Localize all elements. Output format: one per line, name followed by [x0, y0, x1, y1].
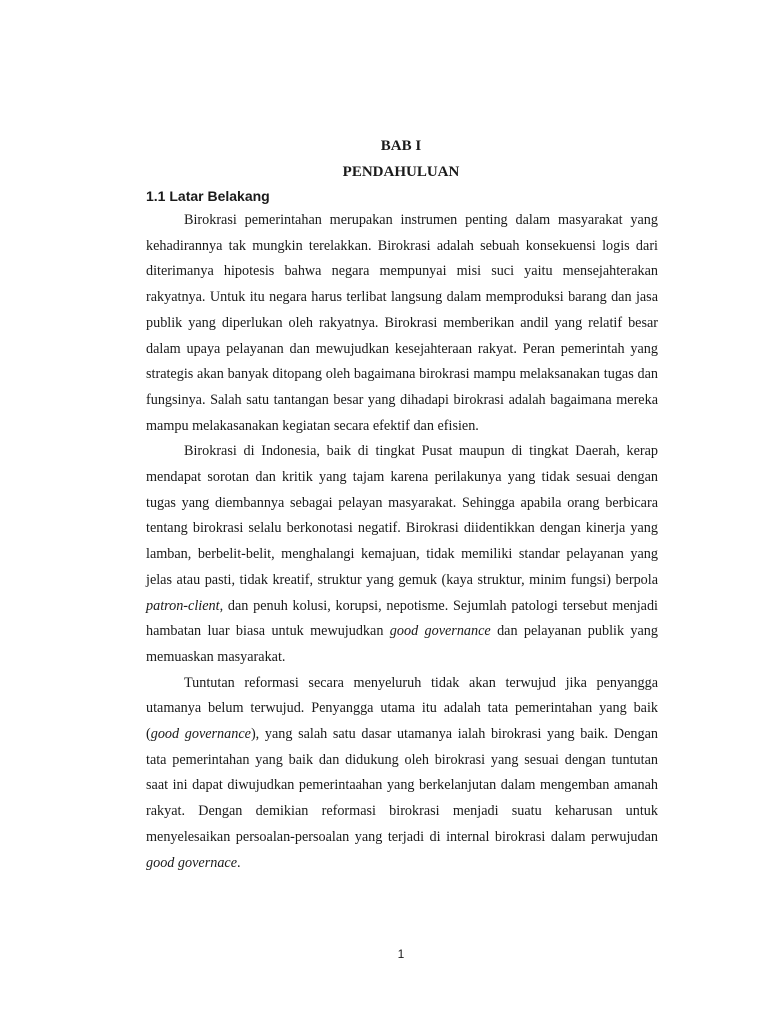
paragraph-text: Birokrasi di Indonesia, baik di tingkat Pusat maupun di tingkat Daerah, kerap mendapat sorotan dan kritik yang tajam karena perilakunya yang tidak sesuai dengan tugas yang diembannya sebagai pelayan masyarakat. Sehingga apabila orang berbicara tentang birokrasi selalu berkonotasi negatif. Birokrasi diidentikkan dengan kinerja yang lamban, berbelit-belit, menghalangi kemajuan, tidak memiliki standar pelayanan yang jelas atau pasti, tidak kreatif, struktur yang gemuk (kaya struktur, minim fungsi) berpola: [146, 443, 658, 588]
body-text: [146, 208, 658, 876]
italic-term: good governace: [146, 854, 238, 871]
chapter-title: PENDAHULUAN: [342, 164, 460, 180]
italic-term: good governance: [389, 623, 491, 640]
paragraph-text: dan pelayanan publik yang memuaskan masyarakat.: [146, 623, 658, 665]
paragraph-text: , dan penuh kolusi, korupsi, nepotisme. Sejumlah patologi tersebut menjadi hambatan luar biasa untuk mewujudkan: [146, 597, 658, 640]
paragraph: [146, 671, 658, 877]
paragraph-text: Birokrasi pemerintahan merupakan instrumen penting dalam masyarakat yang kehadirannya tak mungkin terelakkan. Birokrasi adalah sebuah konsekuensi logis dari diterimanya hipotesis bahwa negara mempunyai misi suci yaitu mensejahterakan rakyatnya. Untuk itu negara harus terlibat langsung dalam memproduksi barang dan jasa publik yang diperlukan oleh rakyatnya. Birokrasi memberikan andil yang relatif besar dalam upaya pelayanan dan mewujudkan kesejahteraan rakyat. Peran pemerintah yang strategis akan banyak ditopang oleh bagaimana birokrasi mampu melaksanakan tugas dan fungsinya. Salah satu tantangan besar yang dihadapi birokrasi adalah bagaimana mereka mampu melakasanakan kegiatan secara efektif dan efisien.: [146, 212, 658, 434]
paragraph: [146, 208, 658, 439]
italic-term: good governance: [150, 726, 251, 743]
paragraph-text: ), yang salah satu dasar utamanya ialah birokrasi yang baik. Dengan tata pemerintahan yang baik dan didukung oleh birokrasi yang sesuai dengan tuntutan saat ini dapat diwujudkan pemerintaahan yang berkelanjutan dalam mengemban amanah rakyat. Dengan demikian reformasi birokrasi menjadi suatu keharusan untuk menyelesaikan persoalan-persoalan yang terjadi di internal birokrasi dalam perwujudan: [146, 726, 658, 845]
italic-term: patron-client: [146, 597, 220, 614]
paragraph-text: .: [237, 854, 241, 871]
page-number: 1: [397, 947, 405, 961]
section-heading: 1.1 Latar Belakang: [146, 188, 270, 204]
paragraph: [146, 439, 658, 670]
chapter-heading: BAB I: [380, 138, 422, 154]
paragraph-text: Tuntutan reformasi secara menyeluruh tidak akan terwujud jika penyangga utamanya belum terwujud. Penyangga utama itu adalah tata pemerintahan yang baik (: [146, 674, 658, 743]
